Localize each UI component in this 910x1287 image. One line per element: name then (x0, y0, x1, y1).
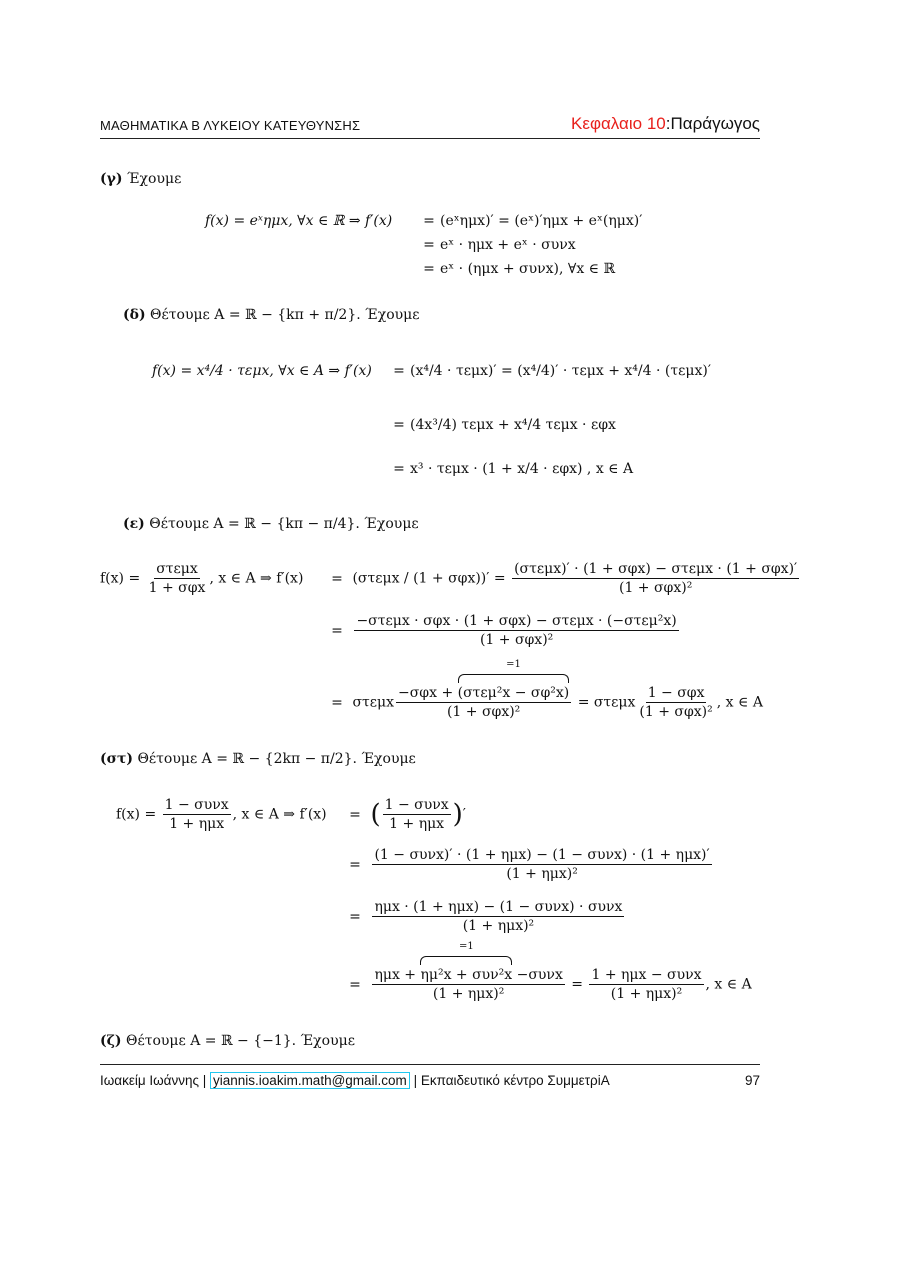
overbrace-group: =1 ημ²x + συν²x (420, 941, 513, 983)
lhs-suffix: , x ∈ A ⇒ f′(x) (232, 806, 327, 823)
overbrace-label: =1 (458, 941, 474, 952)
page-number: 97 (744, 1073, 760, 1088)
denominator: (1 + ημx)² (610, 986, 683, 1002)
section-intro: Θέτουμε A = ℝ − {kπ + π/2}. Έχουμε (150, 307, 420, 323)
footer-author: Ιωακείμ Ιωάννης (100, 1073, 200, 1088)
fraction (512, 562, 799, 595)
denominator: 1 + σφx (148, 580, 206, 596)
footer-rule (100, 1064, 760, 1065)
delta-line-1: = (x⁴/4 · τεμx)′ = (x⁴/4)′ · τεμx + x⁴/4 · (τεμx)′ (393, 363, 711, 379)
footer-separator: | (199, 1073, 211, 1088)
factor: στεμx (352, 694, 395, 711)
numerator: ημx + =1 ημ²x + συν²x −συνx (374, 941, 563, 983)
running-header-title: ΜΑΘΗΜΑΤΙΚΑ Β ΛΥΚΕΙΟΥ ΚΑΤΕΥΘΥΝΣΗΣ (100, 118, 361, 133)
numerator: −σφx + =1 (στεμ²x − σφ²x) (398, 659, 570, 701)
close-paren: ) (452, 799, 463, 830)
numerator: (στεμx)′ · (1 + σφx) − στεμx · (1 + σφx)′ (514, 561, 798, 577)
footer-center: Εκπαιδευτικό κέντρο ΣυμμετρiA (420, 1073, 610, 1088)
denominator: 1 + ημx (389, 816, 445, 832)
fraction (372, 900, 624, 933)
domain-note: , x ∈ A (705, 976, 752, 993)
section-gamma-heading (100, 172, 181, 186)
chapter-topic: :Παράγωγος (665, 114, 760, 133)
fraction (589, 968, 703, 1001)
numerator: ημx · (1 + ημx) − (1 − συνx) · συνx (374, 899, 623, 915)
fraction (163, 798, 231, 831)
denominator: (1 + σφx)² (446, 704, 521, 720)
overbrace-label: =1 (506, 659, 521, 670)
delta-line-2: = (4x³/4) τεμx + x⁴/4 τεμx · εφx (393, 417, 616, 433)
delta-rhs-1: (x⁴/4 · τεμx)′ = (x⁴/4)′ · τεμx + x⁴/4 · (τεμx)′ (410, 363, 711, 379)
chapter-heading (571, 114, 760, 134)
section-st-heading (100, 752, 416, 766)
section-epsilon-heading (123, 517, 419, 531)
section-label: (δ) (123, 307, 146, 323)
denominator: (1 + ημx)² (506, 866, 578, 882)
delta-line-3: = x³ · τεμx · (1 + x/4 · εφx) , x ∈ A (393, 461, 634, 477)
lhs-prefix: f(x) = (100, 570, 141, 587)
fraction (354, 614, 678, 647)
prime: ′ (462, 806, 466, 823)
denominator: (1 + σφx)² (618, 580, 693, 596)
fraction (396, 659, 571, 720)
gamma-line-1: = (eˣημx)′ = (eˣ)′ημx + eˣ(ημx)′ (423, 213, 643, 229)
epsilon-line-1: = (στεμx / (1 + σφx))′ = $\frac{\text{(στεμx)′ · (1 + σφx) − στεμx · (1 + σφx)′}}{\text{(1 + σφx)²}}$ (331, 561, 798, 596)
epsilon-line-3: = στεμx −σφx + =1 (στεμ²x − σφ²x) (1 + σφx)² = στεμx $\frac{\text{1 − σφx}}{\text{(1 + σφx)²}}$ , x ∈ A (331, 659, 763, 720)
gamma-lhs: f(x) = eˣημx, ∀x ∈ ℝ ⇒ f′(x) (205, 213, 393, 229)
page-footer (100, 1073, 760, 1088)
st-line-2: = $\frac{\text{(1 − συνx)′ · (1 + ημx) − (1 − συνx) · (1 + ημx)′}}{\text{(1 + ημx)²}}$ (349, 847, 710, 882)
lhs-prefix: f(x) = (116, 806, 157, 823)
numerator: 1 + ημx − συνx (591, 967, 702, 983)
st-line-3: = $\frac{\text{ημx · (1 + ημx) − (1 − συνx) · συνx}}{\text{(1 + ημx)²}}$ (349, 899, 623, 934)
numerator: (1 − συνx)′ · (1 + ημx) − (1 − συνx) · (1 + ημx)′ (374, 847, 710, 863)
section-intro: Θέτουμε A = ℝ − {−1}. Έχουμε (126, 1033, 355, 1049)
denominator: (1 + ημx)² (432, 986, 505, 1002)
overbrace (458, 674, 570, 683)
equals: = (571, 976, 584, 993)
gamma-rhs-2: eˣ · ημx + eˣ · συνx (440, 237, 576, 253)
section-label: (ε) (123, 516, 145, 532)
overbrace-group: =1 (στεμ²x − σφ²x) (457, 659, 570, 701)
gamma-rhs-3: eˣ · (ημx + συνx), ∀x ∈ ℝ (440, 261, 616, 277)
section-label: (γ) (100, 171, 123, 187)
gamma-line-3: = eˣ · (ημx + συνx), ∀x ∈ ℝ (423, 261, 616, 277)
numerator: 1 − σφx (647, 685, 705, 701)
denominator: (1 + σφx)² (479, 632, 554, 648)
gamma-rhs-1: (eˣημx)′ = (eˣ)′ημx + eˣ(ημx)′ (440, 213, 643, 229)
denominator: 1 + ημx (169, 816, 225, 832)
fraction (372, 848, 711, 881)
gamma-line-2: = eˣ · ημx + eˣ · συνx (423, 237, 576, 253)
st-line-1: = ( $\frac{\text{1 − συνx}}{\text{1 + ημx}}$ )′ (349, 797, 466, 832)
fraction (372, 941, 564, 1002)
delta-rhs-3: x³ · τεμx · (1 + x/4 · εφx) , x ∈ A (410, 461, 634, 477)
section-zeta-heading (100, 1034, 355, 1048)
section-label: (ζ) (100, 1033, 122, 1049)
lhs-suffix: , x ∈ A ⇒ f′(x) (209, 570, 304, 587)
delta-lhs: f(x) = x⁴/4 · τεμx, ∀x ∈ A ⇒ f′(x) (152, 363, 372, 379)
numerator: 1 − συνx (384, 797, 449, 813)
numerator: στεμx (156, 561, 198, 577)
fraction (637, 686, 714, 719)
chapter-number: Κεφαλαιο 10 (571, 114, 666, 133)
section-intro: Θέτουμε A = ℝ − {kπ − π/4}. Έχουμε (149, 516, 419, 532)
domain-note: , x ∈ A (716, 694, 763, 711)
factor: = στεμx (577, 694, 636, 711)
denominator: (1 + ημx)² (462, 918, 535, 934)
epsilon-lhs (100, 562, 303, 595)
header-rule (100, 138, 760, 139)
section-delta-heading (123, 308, 420, 322)
epsilon-rhs-1a: (στεμx / (1 + σφx))′ = (352, 570, 506, 587)
fraction (147, 562, 208, 595)
epsilon-line-2: = $\frac{\text{−στεμx · σφx · (1 + σφx) − στεμx · (−στεμ²x)}}{\text{(1 + σφx)²}}$ (331, 613, 677, 648)
section-intro: Θέτουμε A = ℝ − {2kπ − π/2}. Έχουμε (137, 751, 416, 767)
st-line-4: = ημx + =1 ημ²x + συν²x −συνx (1 + ημx)² = $\frac{\text{1 + ημx − συνx}}{\text{(1 + ημx)²}}$ , x ∈ A (349, 941, 752, 1002)
numerator: 1 − συνx (164, 797, 229, 813)
open-paren: ( (370, 799, 381, 830)
section-label: (στ) (100, 751, 133, 767)
st-lhs (116, 798, 327, 831)
section-intro: Έχουμε (126, 171, 182, 187)
delta-rhs-2: (4x³/4) τεμx + x⁴/4 τεμx · εφx (410, 417, 616, 433)
footer-email-link[interactable]: yiannis.ioakim.math@gmail.com (210, 1072, 410, 1089)
overbrace (420, 956, 512, 965)
denominator: (1 + σφx)² (639, 704, 713, 720)
numerator: −στεμx · σφx · (1 + σφx) − στεμx · (−στεμ²x) (356, 613, 677, 629)
fraction (383, 798, 451, 831)
footer-separator: | (409, 1073, 421, 1088)
